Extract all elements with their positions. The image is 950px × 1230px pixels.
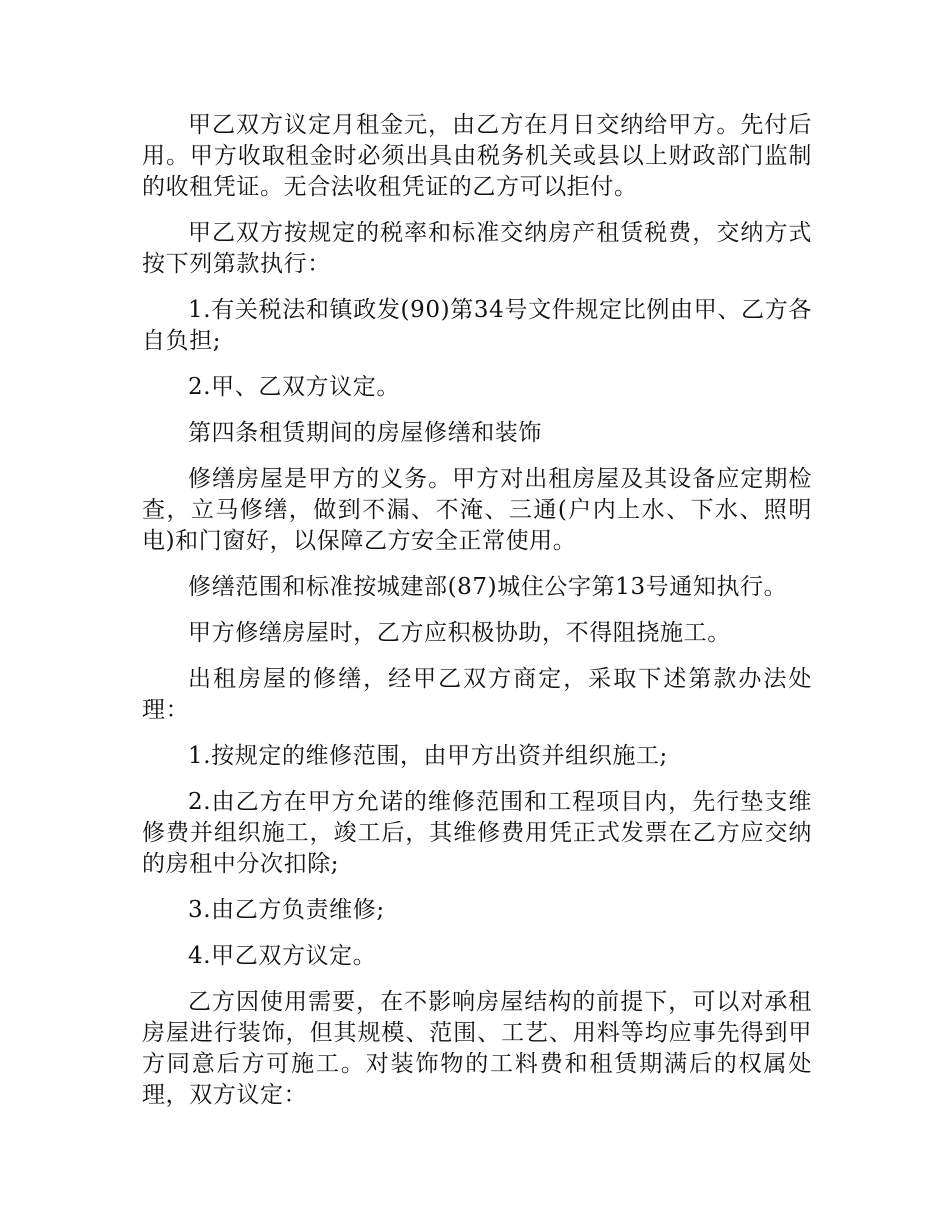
- list-item-repair-option-1: 1.按规定的维修范围，由甲方出资并组织施工;: [188, 743, 668, 769]
- paragraph-rent-payment: 甲乙双方议定月租金元，由乙方在月日交纳给甲方。先付后用。甲方收取租金时必须出具由税务机关或县以上财政部门监制的收租凭证。无合法收租凭证的乙方可以拒付。: [142, 112, 812, 200]
- paragraph-repair-method: 出租房屋的修缮，经甲乙双方商定，采取下述第款办法处理：: [142, 666, 812, 723]
- list-item-tax-option-2: 2.甲、乙双方议定。: [188, 374, 400, 400]
- paragraph-repair-obligation: 修缮房屋是甲方的义务。甲方对出租房屋及其设备应定期检查，立马修缮，做到不漏、不淹、三通(户内上水、下水、照明电)和门窗好，以保障乙方安全正常使用。: [142, 466, 812, 554]
- list-item-repair-option-2: 2.由乙方在甲方允诺的维修范围和工程项目内，先行垫支维修费并组织施工，竣工后，其维修费用凭正式发票在乙方应交纳的房租中分次扣除;: [142, 789, 812, 877]
- list-item-tax-option-1: 1.有关税法和镇政发(90)第34号文件规定比例由甲、乙方各自负担;: [142, 297, 812, 354]
- list-item-repair-option-4: 4.甲乙双方议定。: [188, 943, 377, 969]
- paragraph-repair-scope: 修缮范围和标准按城建部(87)城住公字第13号通知执行。: [188, 574, 788, 600]
- section-heading-article-4: 第四条租赁期间的房屋修缮和装饰: [188, 420, 542, 446]
- paragraph-decoration: 乙方因使用需要，在不影响房屋结构的前提下，可以对承租房屋进行装饰，但其规模、范围、工艺、用料等均应事先得到甲方同意后方可施工。对装饰物的工料费和租赁期满后的权属处理，双方议定：: [142, 989, 812, 1108]
- document-body: [142, 110, 812, 1126]
- paragraph-rental-tax: 甲乙双方按规定的税率和标准交纳房产租赁税费，交纳方式按下列第款执行：: [142, 220, 812, 277]
- list-item-repair-option-3: 3.由乙方负责维修;: [188, 897, 385, 923]
- paragraph-tenant-assist: 甲方修缮房屋时，乙方应积极协助，不得阻挠施工。: [188, 620, 731, 646]
